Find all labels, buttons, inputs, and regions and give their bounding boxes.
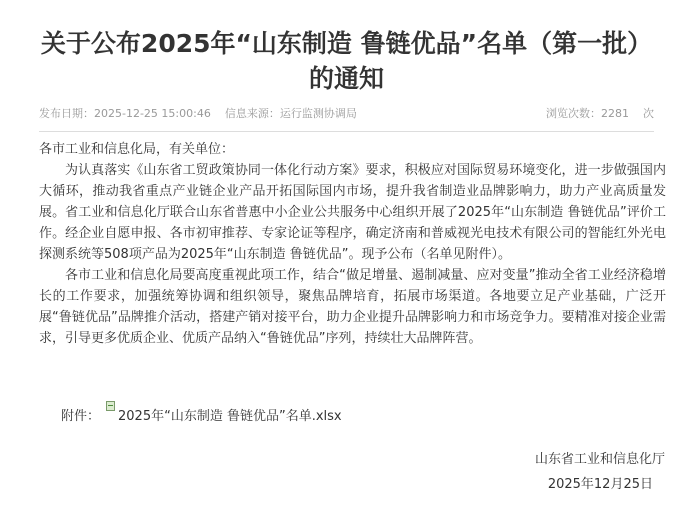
meta-divider: [39, 131, 654, 132]
views-label: 浏览次数：: [546, 107, 601, 120]
title-line-2: 的通知: [308, 64, 384, 93]
excel-file-icon: [106, 401, 115, 411]
page-title: [0, 26, 693, 96]
publish-date-value: 2025-12-25 15:00:46: [94, 107, 211, 120]
article-body: [39, 139, 666, 349]
meta-right: [546, 106, 654, 122]
article-meta: [39, 106, 654, 122]
publish-date-label: 发布日期：: [39, 107, 94, 120]
meta-left: [39, 106, 357, 122]
attachment-link[interactable]: 2025年“山东制造 鲁链优品”名单.xlsx: [118, 409, 342, 424]
views-value: 2281: [601, 107, 629, 120]
signature-organization: 山东省工业和信息化厅: [534, 452, 665, 467]
source-value: 运行监测协调局: [279, 107, 357, 120]
attachment-row: [61, 401, 342, 427]
attachment-label: 附件：: [61, 409, 101, 424]
salutation: 各市工业和信息化局，有关单位：: [39, 142, 235, 157]
signature-date: 2025年12月25日: [547, 477, 653, 492]
body-paragraph-2: 各市工业和信息化局要高度重视此项工作，结合“做足增量、遏制减量、应对变量”推动全省工业经济稳增长的工作要求，加强统筹协调和组织领导，聚焦品牌培育，拓展市场渠道。各地要立足产业基础，广泛开展“鲁链优品”品牌推介活动，搭建产销对接平台，助力企业提升品牌影响力和市场竞争力。要精准对接企业需求，引导更多优质企业、优质产品纳入“鲁链优品”序列，持续壮大品牌阵营。: [39, 268, 666, 346]
title-line-1: 关于公布2025年“山东制造 鲁链优品”名单（第一批）: [40, 29, 653, 58]
source-label: 信息来源：: [224, 107, 280, 120]
views-unit: 次: [643, 107, 654, 120]
body-paragraph-1: 为认真落实《山东省工贸政策协同一体化行动方案》要求，积极应对国际贸易环境变化，进一步做强国内大循环，推动我省重点产业链企业产品开拓国际国内市场，提升我省制造业品牌影响力，助力产业高质量发展。省工业和信息化厅联合山东省普惠中小企业公共服务中心组织开展了2025年“山东制造 鲁链优品”评价工作。经企业自愿申报、各市初审推荐、专家论证等程序，确定济南和普威视光电技术有限公司的智能红外光电探测系统等508项产品为2025年“山东制造 鲁链优品”。现予公布（名单见附件）。: [39, 163, 666, 262]
